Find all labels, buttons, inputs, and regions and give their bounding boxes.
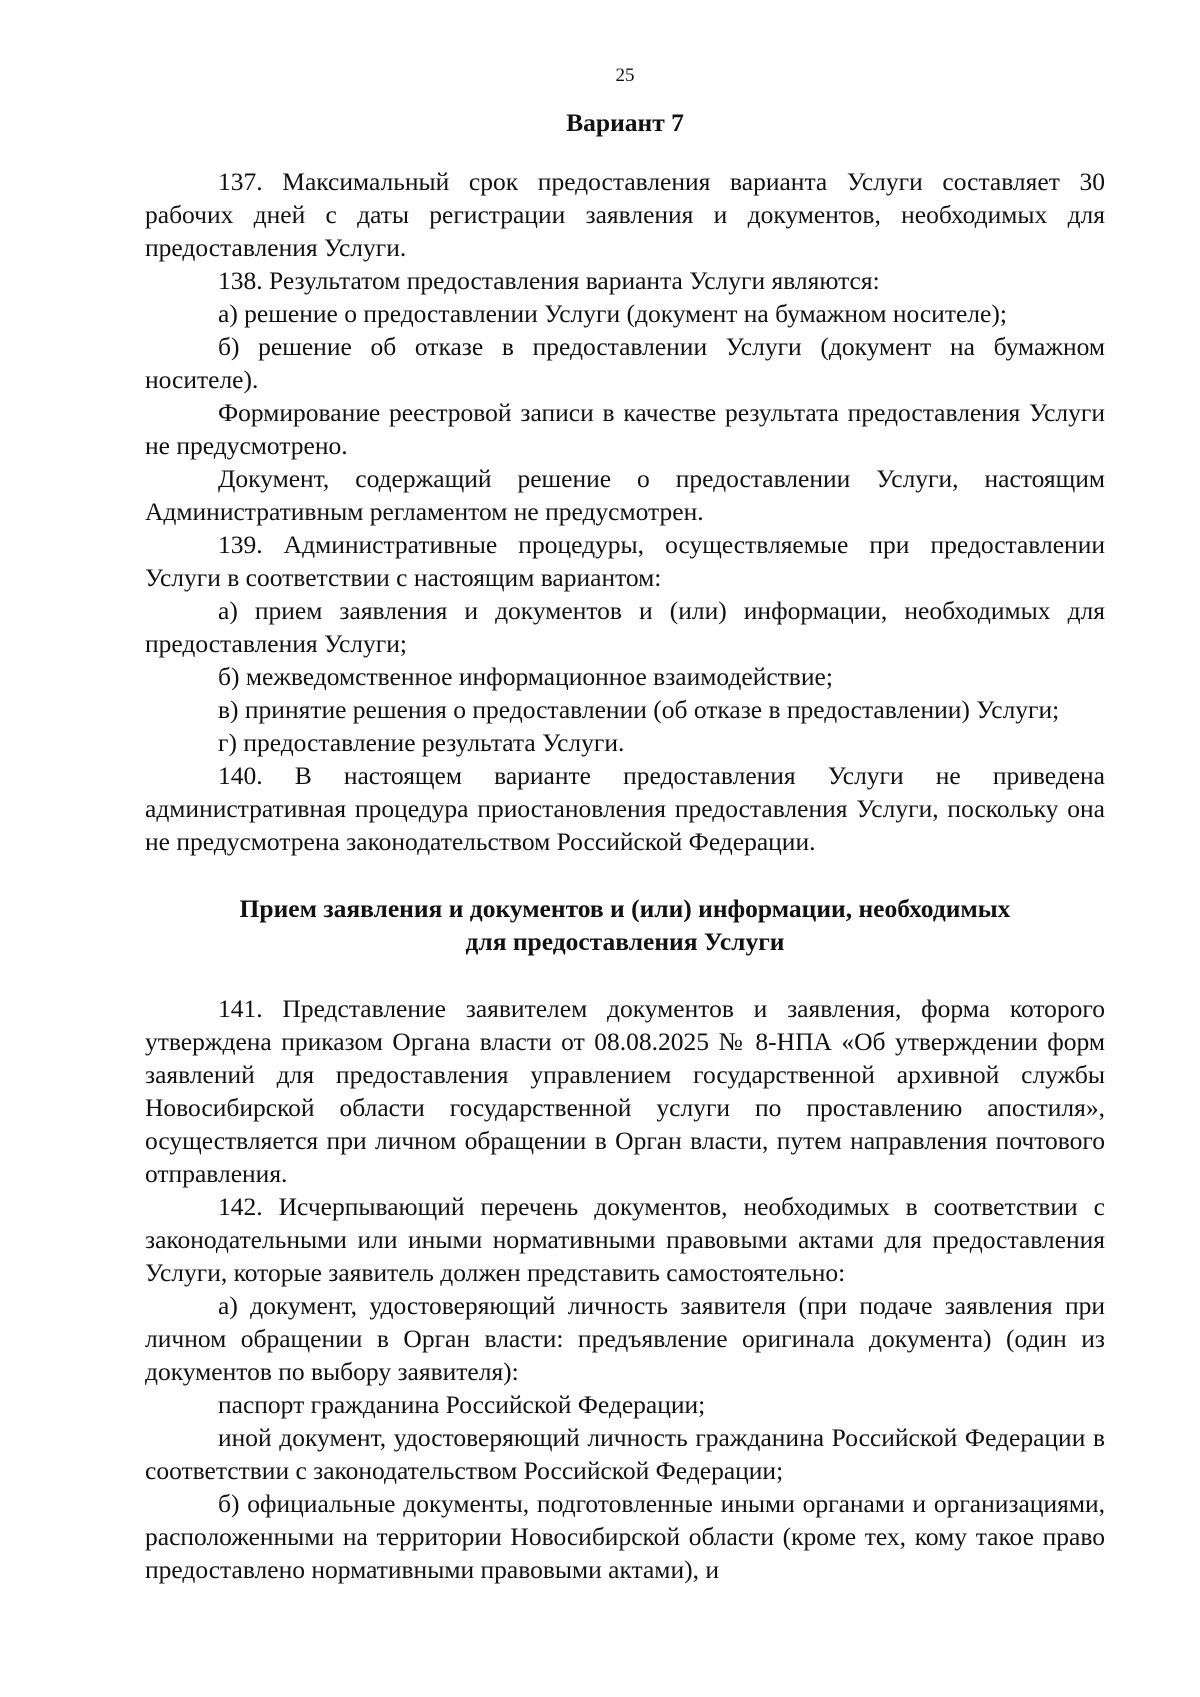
- variant-heading: Вариант 7: [566, 108, 684, 137]
- paragraph-139-b: б) межведомственное информационное взаимодействие;: [218, 662, 833, 691]
- paragraph-139-v: в) принятие решения о предоставлении (об отказе в предоставлении) Услуги;: [218, 695, 1060, 724]
- paragraph-138-b: б) решение об отказе в предоставлении Услуги (документ на бумажном носителе).: [145, 332, 1105, 394]
- paragraph-142: 142. Исчерпывающий перечень документов, необходимых в соответствии с законодательными или иными нормативными правовыми актами для предоставления Услуги, которые заявитель должен представить самостоятельно:: [145, 1192, 1105, 1287]
- paragraph-other-id: иной документ, удостоверяющий личность гражданина Российской Федерации в соответствии с законодательством Российской Федерации;: [145, 1423, 1105, 1485]
- paragraph-138: 138. Результатом предоставления варианта Услуги являются:: [218, 266, 880, 295]
- section-heading: [145, 892, 1105, 958]
- paragraph-decision-document: Документ, содержащий решение о предоставлении Услуги, настоящим Административным регламентом не предусмотрен.: [145, 464, 1105, 526]
- page-number: 25: [615, 65, 635, 86]
- section-two: [145, 992, 1105, 1586]
- paragraph-138-a: а) решение о предоставлении Услуги (документ на бумажном носителе);: [218, 299, 1007, 328]
- paragraph-137: 137. Максимальный срок предоставления варианта Услуги составляет 30 рабочих дней с даты регистрации заявления и документов, необходимых для предоставления Услуги.: [145, 167, 1105, 262]
- section-one: [145, 165, 1105, 858]
- paragraph-140: 140. В настоящем варианте предоставления Услуги не приведена административная процедура приостановления предоставления Услуги, поскольку она не предусмотрена законодательством Российской Федерации.: [145, 761, 1105, 856]
- paragraph-139-g: г) предоставление результата Услуги.: [218, 728, 625, 757]
- paragraph-139-a: а) прием заявления и документов и (или) информации, необходимых для предоставления Услуги;: [145, 596, 1105, 658]
- section-heading-line-1: Прием заявления и документов и (или) информации, необходимых: [239, 894, 1011, 923]
- section-heading-line-2: для предоставления Услуги: [465, 927, 785, 956]
- paragraph-passport: паспорт гражданина Российской Федерации;: [218, 1390, 706, 1419]
- paragraph-141: 141. Представление заявителем документов и заявления, форма которого утверждена приказом Органа власти от 08.08.2025 № 8-НПА «Об утверждении форм заявлений для предоставления управлением государственной архивной службы Новосибирской области государственной услуги по проставлению апостиля», осуществляется при личном обращении в Орган власти, путем направления почтового отправления.: [145, 994, 1105, 1188]
- paragraph-142-b: б) официальные документы, подготовленные иными органами и организациями, расположенными на территории Новосибирской области (кроме тех, кому такое право предоставлено нормативными правовыми актами), и: [145, 1489, 1105, 1584]
- paragraph-139: 139. Административные процедуры, осуществляемые при предоставлении Услуги в соответствии с настоящим вариантом:: [145, 530, 1105, 592]
- paragraph-registry-record: Формирование реестровой записи в качестве результата предоставления Услуги не предусмотрено.: [145, 398, 1105, 460]
- paragraph-142-a: а) документ, удостоверяющий личность заявителя (при подаче заявления при личном обращении в Орган власти: предъявление оригинала документа) (один из документов по выбору заявителя):: [145, 1291, 1105, 1386]
